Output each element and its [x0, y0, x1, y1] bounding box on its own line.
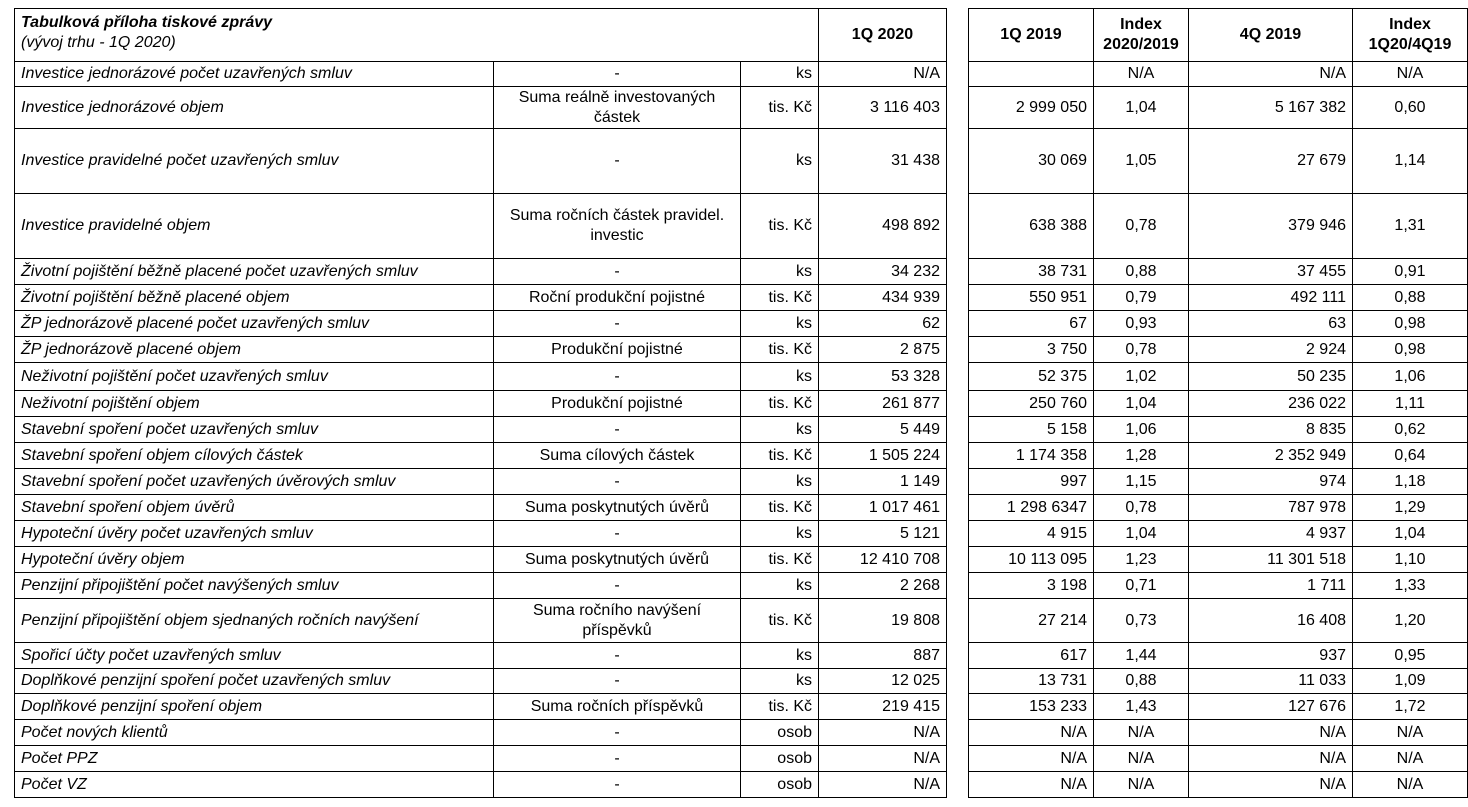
row-index-2020-2019: 0,88	[1094, 259, 1189, 285]
row-value-1q-2020: 5 121	[819, 521, 947, 547]
row-index-2020-2019: 1,15	[1094, 469, 1189, 495]
table-row	[15, 285, 947, 311]
row-label: Neživotní pojištění objem	[15, 391, 494, 417]
row-index-2020-2019: 1,43	[1094, 694, 1189, 720]
table-row	[15, 599, 947, 643]
row-label: Hypoteční úvěry objem	[15, 547, 494, 573]
row-index-2020-2019: 1,02	[1094, 363, 1189, 391]
row-index-2020-2019: 0,71	[1094, 573, 1189, 599]
table-row	[15, 573, 947, 599]
row-description: -	[494, 669, 741, 694]
row-value-1q-2020: 3 116 403	[819, 87, 947, 129]
row-value-4q-2019: N/A	[1189, 62, 1353, 87]
main-table-body	[15, 9, 947, 798]
row-value-1q-2019: 638 388	[969, 194, 1094, 259]
row-description: -	[494, 311, 741, 337]
table-row	[969, 521, 1468, 547]
row-label: Penzijní připojištění počet navýšených smluv	[15, 573, 494, 599]
row-value-4q-2019: N/A	[1189, 720, 1353, 746]
table-row	[969, 337, 1468, 363]
row-value-4q-2019: 127 676	[1189, 694, 1353, 720]
row-unit: ks	[741, 521, 819, 547]
row-value-1q-2020: 62	[819, 311, 947, 337]
row-index-1q20-4q19: 1,11	[1353, 391, 1468, 417]
row-value-1q-2019: 3 198	[969, 573, 1094, 599]
row-value-4q-2019: N/A	[1189, 746, 1353, 772]
row-index-2020-2019: 0,73	[1094, 599, 1189, 643]
row-description: -	[494, 469, 741, 495]
row-value-4q-2019: 11 301 518	[1189, 547, 1353, 573]
row-index-1q20-4q19: 1,20	[1353, 599, 1468, 643]
row-label: Spořicí účty počet uzavřených smluv	[15, 643, 494, 669]
row-value-1q-2019	[969, 62, 1094, 87]
table-row	[15, 391, 947, 417]
row-index-1q20-4q19: 0,62	[1353, 417, 1468, 443]
row-index-2020-2019: 1,23	[1094, 547, 1189, 573]
table-row	[15, 669, 947, 694]
table-row	[969, 599, 1468, 643]
table-row	[969, 547, 1468, 573]
table-row	[969, 772, 1468, 798]
row-unit: osob	[741, 746, 819, 772]
row-index-2020-2019: 1,04	[1094, 391, 1189, 417]
row-index-1q20-4q19: 0,64	[1353, 443, 1468, 469]
row-value-1q-2019: 30 069	[969, 129, 1094, 194]
row-unit: tis. Kč	[741, 194, 819, 259]
row-index-1q20-4q19: 0,98	[1353, 311, 1468, 337]
row-label: Stavební spoření počet uzavřených úvěrových smluv	[15, 469, 494, 495]
row-unit: tis. Kč	[741, 337, 819, 363]
row-value-1q-2019: 4 915	[969, 521, 1094, 547]
row-description: Roční produkční pojistné	[494, 285, 741, 311]
row-index-2020-2019: N/A	[1094, 746, 1189, 772]
row-value-4q-2019: 8 835	[1189, 417, 1353, 443]
row-value-1q-2019: 250 760	[969, 391, 1094, 417]
table-row	[969, 129, 1468, 194]
row-value-1q-2020: N/A	[819, 746, 947, 772]
row-value-1q-2020: 1 505 224	[819, 443, 947, 469]
row-value-4q-2019: 1 711	[1189, 573, 1353, 599]
main-table-header-row	[15, 9, 947, 62]
row-value-4q-2019: 2 352 949	[1189, 443, 1353, 469]
table-row	[15, 469, 947, 495]
row-value-1q-2019: 13 731	[969, 669, 1094, 694]
row-index-1q20-4q19: 1,31	[1353, 194, 1468, 259]
row-value-4q-2019: 37 455	[1189, 259, 1353, 285]
row-value-1q-2020: 34 232	[819, 259, 947, 285]
table-row	[15, 772, 947, 798]
row-unit: tis. Kč	[741, 87, 819, 129]
row-index-1q20-4q19: N/A	[1353, 62, 1468, 87]
row-value-4q-2019: 492 111	[1189, 285, 1353, 311]
row-index-2020-2019: N/A	[1094, 62, 1189, 87]
table-row	[969, 285, 1468, 311]
row-value-4q-2019: 937	[1189, 643, 1353, 669]
row-value-1q-2019: 5 158	[969, 417, 1094, 443]
row-value-1q-2019: N/A	[969, 772, 1094, 798]
row-description: Suma poskytnutých úvěrů	[494, 495, 741, 521]
row-label: Investice pravidelné počet uzavřených smluv	[15, 129, 494, 194]
row-label: ŽP jednorázově placené počet uzavřených smluv	[15, 311, 494, 337]
row-value-1q-2020: 261 877	[819, 391, 947, 417]
row-value-4q-2019: 5 167 382	[1189, 87, 1353, 129]
row-value-1q-2019: 550 951	[969, 285, 1094, 311]
table-row	[969, 443, 1468, 469]
table-title: Tabulková příloha tiskové zprávy	[21, 14, 273, 31]
row-unit: ks	[741, 469, 819, 495]
row-description: Suma ročních příspěvků	[494, 694, 741, 720]
table-row	[969, 259, 1468, 285]
header-index-1q20-4q19-line1: Index	[1389, 16, 1431, 33]
header-index-2020-2019	[1094, 9, 1189, 62]
table-row	[15, 694, 947, 720]
row-description: Suma ročních částek pravidel. investic	[494, 194, 741, 259]
row-value-1q-2020: 887	[819, 643, 947, 669]
row-index-1q20-4q19: 0,91	[1353, 259, 1468, 285]
table-row	[15, 547, 947, 573]
header-4q-2019: 4Q 2019	[1189, 9, 1353, 62]
table-row	[969, 573, 1468, 599]
table-row	[969, 391, 1468, 417]
row-description: -	[494, 259, 741, 285]
row-unit: tis. Kč	[741, 285, 819, 311]
row-description: -	[494, 573, 741, 599]
table-row	[969, 746, 1468, 772]
row-value-1q-2020: 53 328	[819, 363, 947, 391]
row-value-1q-2020: 219 415	[819, 694, 947, 720]
main-data-table	[14, 8, 947, 798]
row-label: Neživotní pojištění počet uzavřených smluv	[15, 363, 494, 391]
header-index-2020-2019-line1: Index	[1120, 16, 1162, 33]
row-index-1q20-4q19: 0,88	[1353, 285, 1468, 311]
row-unit: tis. Kč	[741, 694, 819, 720]
table-row	[15, 417, 947, 443]
table-title-cell	[15, 9, 819, 62]
row-label: Doplňkové penzijní spoření objem	[15, 694, 494, 720]
row-label: Životní pojištění běžně placené objem	[15, 285, 494, 311]
row-value-1q-2020: 1 149	[819, 469, 947, 495]
row-index-1q20-4q19: 1,33	[1353, 573, 1468, 599]
row-value-1q-2019: 38 731	[969, 259, 1094, 285]
row-value-1q-2019: 2 999 050	[969, 87, 1094, 129]
table-row	[15, 443, 947, 469]
row-label: Investice jednorázové objem	[15, 87, 494, 129]
row-label: Doplňkové penzijní spoření počet uzavřených smluv	[15, 669, 494, 694]
table-row	[15, 62, 947, 87]
row-unit: ks	[741, 573, 819, 599]
row-unit: tis. Kč	[741, 599, 819, 643]
row-index-1q20-4q19: 0,98	[1353, 337, 1468, 363]
row-index-2020-2019: 1,04	[1094, 87, 1189, 129]
row-index-2020-2019: 1,04	[1094, 521, 1189, 547]
row-value-1q-2019: N/A	[969, 746, 1094, 772]
row-unit: tis. Kč	[741, 495, 819, 521]
table-row	[969, 694, 1468, 720]
row-label: Počet VZ	[15, 772, 494, 798]
row-value-1q-2020: 498 892	[819, 194, 947, 259]
row-description: Suma poskytnutých úvěrů	[494, 547, 741, 573]
row-description: -	[494, 746, 741, 772]
table-row	[969, 720, 1468, 746]
comparison-table	[968, 8, 1468, 798]
row-label: Počet PPZ	[15, 746, 494, 772]
row-index-2020-2019: 1,05	[1094, 129, 1189, 194]
row-unit: tis. Kč	[741, 391, 819, 417]
row-index-2020-2019: 0,93	[1094, 311, 1189, 337]
table-row	[15, 311, 947, 337]
row-description: -	[494, 643, 741, 669]
row-description: -	[494, 521, 741, 547]
row-label: Investice pravidelné objem	[15, 194, 494, 259]
table-row	[15, 643, 947, 669]
row-description: Produkční pojistné	[494, 337, 741, 363]
table-row	[15, 720, 947, 746]
row-value-1q-2020: N/A	[819, 720, 947, 746]
row-value-1q-2019: 52 375	[969, 363, 1094, 391]
row-index-2020-2019: 0,79	[1094, 285, 1189, 311]
row-value-1q-2019: 1 298 6347	[969, 495, 1094, 521]
row-description: -	[494, 720, 741, 746]
row-unit: ks	[741, 417, 819, 443]
row-value-1q-2019: 67	[969, 311, 1094, 337]
table-row	[969, 417, 1468, 443]
row-unit: osob	[741, 772, 819, 798]
table-row	[969, 669, 1468, 694]
row-label: Penzijní připojištění objem sjednaných ročních navýšení	[15, 599, 494, 643]
row-value-1q-2020: 5 449	[819, 417, 947, 443]
row-value-4q-2019: 236 022	[1189, 391, 1353, 417]
comparison-table-body	[969, 9, 1468, 798]
row-index-1q20-4q19: 1,18	[1353, 469, 1468, 495]
table-row	[15, 337, 947, 363]
row-unit: ks	[741, 363, 819, 391]
table-row	[15, 746, 947, 772]
row-index-1q20-4q19: N/A	[1353, 772, 1468, 798]
row-description: -	[494, 363, 741, 391]
row-value-1q-2020: 31 438	[819, 129, 947, 194]
row-index-1q20-4q19: N/A	[1353, 720, 1468, 746]
row-value-1q-2019: 1 174 358	[969, 443, 1094, 469]
row-unit: ks	[741, 311, 819, 337]
row-index-1q20-4q19: 1,10	[1353, 547, 1468, 573]
header-1q-2019: 1Q 2019	[969, 9, 1094, 62]
row-index-2020-2019: 1,06	[1094, 417, 1189, 443]
table-subtitle: (vývoj trhu - 1Q 2020)	[21, 34, 176, 51]
row-index-2020-2019: 0,78	[1094, 495, 1189, 521]
row-index-2020-2019: 0,78	[1094, 337, 1189, 363]
table-row	[969, 87, 1468, 129]
row-index-2020-2019: 0,78	[1094, 194, 1189, 259]
table-row	[969, 495, 1468, 521]
row-value-1q-2020: 19 808	[819, 599, 947, 643]
row-index-1q20-4q19: 1,72	[1353, 694, 1468, 720]
row-value-1q-2019: 10 113 095	[969, 547, 1094, 573]
row-description: Produkční pojistné	[494, 391, 741, 417]
row-value-1q-2019: 27 214	[969, 599, 1094, 643]
table-row	[969, 469, 1468, 495]
row-unit: ks	[741, 669, 819, 694]
table-row	[15, 259, 947, 285]
table-row	[969, 643, 1468, 669]
row-label: Stavební spoření objem úvěrů	[15, 495, 494, 521]
row-index-1q20-4q19: 0,60	[1353, 87, 1468, 129]
row-description: -	[494, 62, 741, 87]
row-description: Suma cílových částek	[494, 443, 741, 469]
row-value-1q-2020: N/A	[819, 772, 947, 798]
table-row	[15, 87, 947, 129]
table-row	[969, 363, 1468, 391]
row-value-4q-2019: 16 408	[1189, 599, 1353, 643]
row-index-1q20-4q19: N/A	[1353, 746, 1468, 772]
row-index-1q20-4q19: 1,09	[1353, 669, 1468, 694]
table-row	[15, 521, 947, 547]
table-row	[15, 363, 947, 391]
row-label: Životní pojištění běžně placené počet uzavřených smluv	[15, 259, 494, 285]
table-row	[15, 129, 947, 194]
row-value-4q-2019: 11 033	[1189, 669, 1353, 694]
header-index-1q20-4q19-line2: 1Q20/4Q19	[1368, 36, 1452, 53]
comparison-table-header-row	[969, 9, 1468, 62]
row-index-2020-2019: 1,44	[1094, 643, 1189, 669]
row-value-4q-2019: 787 978	[1189, 495, 1353, 521]
row-value-1q-2019: N/A	[969, 720, 1094, 746]
row-label: ŽP jednorázově placené objem	[15, 337, 494, 363]
table-row	[969, 62, 1468, 87]
row-description: Suma ročního navýšení příspěvků	[494, 599, 741, 643]
row-description: -	[494, 772, 741, 798]
row-index-2020-2019: 1,28	[1094, 443, 1189, 469]
row-index-2020-2019: N/A	[1094, 720, 1189, 746]
row-unit: ks	[741, 129, 819, 194]
row-value-1q-2020: 12 025	[819, 669, 947, 694]
row-value-1q-2019: 617	[969, 643, 1094, 669]
row-index-1q20-4q19: 0,95	[1353, 643, 1468, 669]
row-value-4q-2019: 379 946	[1189, 194, 1353, 259]
table-row	[969, 194, 1468, 259]
header-index-1q20-4q19	[1353, 9, 1468, 62]
row-index-1q20-4q19: 1,29	[1353, 495, 1468, 521]
row-value-1q-2019: 997	[969, 469, 1094, 495]
table-row	[15, 495, 947, 521]
row-value-1q-2020: N/A	[819, 62, 947, 87]
row-index-2020-2019: 0,88	[1094, 669, 1189, 694]
row-value-1q-2020: 1 017 461	[819, 495, 947, 521]
table-row	[969, 311, 1468, 337]
row-index-1q20-4q19: 1,14	[1353, 129, 1468, 194]
row-label: Hypoteční úvěry počet uzavřených smluv	[15, 521, 494, 547]
header-1q-2020: 1Q 2020	[819, 9, 947, 62]
row-unit: ks	[741, 643, 819, 669]
row-value-1q-2020: 2 875	[819, 337, 947, 363]
row-value-1q-2020: 434 939	[819, 285, 947, 311]
row-unit: tis. Kč	[741, 547, 819, 573]
row-unit: osob	[741, 720, 819, 746]
header-index-2020-2019-line2: 2020/2019	[1103, 36, 1179, 53]
row-value-4q-2019: 2 924	[1189, 337, 1353, 363]
row-value-4q-2019: N/A	[1189, 772, 1353, 798]
row-value-4q-2019: 50 235	[1189, 363, 1353, 391]
row-value-1q-2020: 2 268	[819, 573, 947, 599]
row-value-1q-2020: 12 410 708	[819, 547, 947, 573]
row-label: Počet nových klientů	[15, 720, 494, 746]
row-description: Suma reálně investovaných částek	[494, 87, 741, 129]
row-label: Investice jednorázové počet uzavřených smluv	[15, 62, 494, 87]
row-value-1q-2019: 3 750	[969, 337, 1094, 363]
row-label: Stavební spoření objem cílových částek	[15, 443, 494, 469]
row-value-4q-2019: 27 679	[1189, 129, 1353, 194]
row-index-1q20-4q19: 1,04	[1353, 521, 1468, 547]
row-description: -	[494, 417, 741, 443]
row-unit: tis. Kč	[741, 443, 819, 469]
row-value-4q-2019: 63	[1189, 311, 1353, 337]
row-index-1q20-4q19: 1,06	[1353, 363, 1468, 391]
row-value-4q-2019: 974	[1189, 469, 1353, 495]
row-description: -	[494, 129, 741, 194]
row-index-2020-2019: N/A	[1094, 772, 1189, 798]
table-row	[15, 194, 947, 259]
row-unit: ks	[741, 259, 819, 285]
row-value-1q-2019: 153 233	[969, 694, 1094, 720]
row-unit: ks	[741, 62, 819, 87]
row-label: Stavební spoření počet uzavřených smluv	[15, 417, 494, 443]
row-value-4q-2019: 4 937	[1189, 521, 1353, 547]
